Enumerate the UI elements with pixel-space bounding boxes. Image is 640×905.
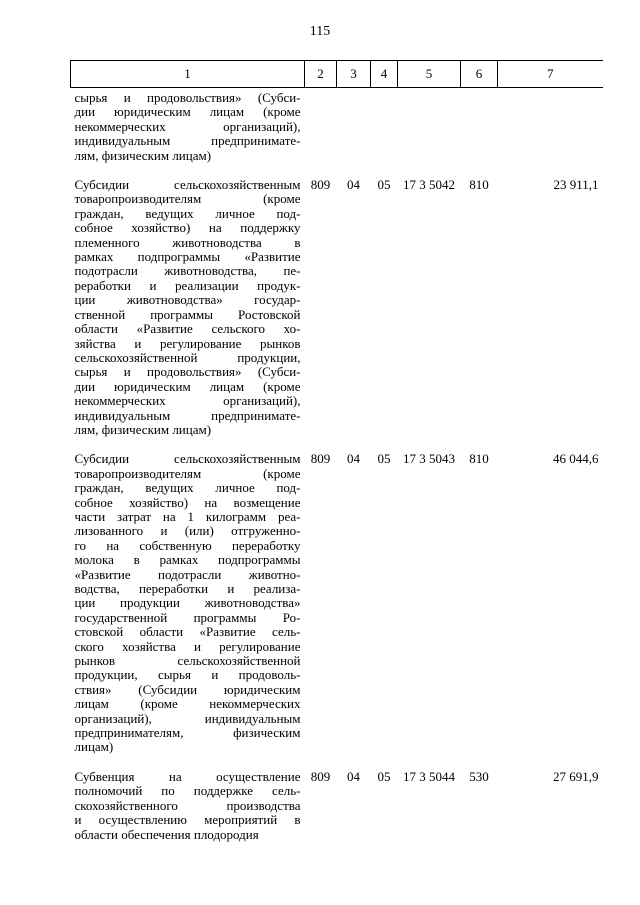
description-line: Субсидии сельскохозяйственным [74, 451, 301, 467]
description-line: рынков сельскохозяйственной [74, 653, 301, 669]
description-line: зяйства и регулирование рынков [74, 335, 301, 351]
expense-type-cell [461, 88, 498, 176]
subsection-code-cell [371, 88, 398, 176]
description-line: некоммерческих организаций), [74, 118, 301, 134]
description-line: сырья и продовольствия» (Субси- [74, 364, 301, 380]
table-row [71, 175, 603, 449]
description-line: предпринимателям, физическим [74, 725, 301, 741]
description-line: некоммерческих организаций), [74, 393, 301, 409]
target-article-cell [398, 88, 461, 176]
ministry-code-cell: 809 [310, 451, 331, 467]
description-line: ции животноводства» государ- [74, 292, 301, 308]
target-article-cell: 17 3 5043 [403, 451, 455, 467]
amount-cell [498, 88, 603, 176]
description-line: водства, переработки и реализа- [74, 581, 301, 596]
section-code-cell [337, 88, 371, 176]
description-line: лицам) [74, 739, 114, 755]
ministry-code-cell [305, 88, 337, 176]
section-code-cell: 04 [347, 768, 360, 784]
section-code-cell: 04 [347, 451, 360, 467]
budget-table [70, 60, 603, 854]
target-article-cell: 17 3 5044 [403, 768, 455, 784]
description-line: граждан, ведущих личное под- [74, 480, 301, 496]
row-description [71, 449, 305, 767]
description-line: ствия» (Субсидии юридическим [74, 681, 301, 697]
description-line: го на собственную переработку [74, 537, 301, 553]
table-body [71, 88, 603, 854]
description-line: части затрат на 1 килограмм реа- [74, 508, 301, 524]
description-line: реработки и реализации продук- [74, 277, 301, 293]
description-line: рамках подпрограммы «Развитие [74, 249, 301, 265]
ministry-code-cell: 809 [310, 177, 331, 193]
column-header: 7 [498, 61, 603, 88]
section-code-cell: 04 [347, 177, 360, 193]
ministry-code-cell: 809 [310, 768, 331, 784]
description-line: Субвенция на осуществление [74, 768, 301, 784]
description-line: скохозяйственного производства [74, 797, 301, 813]
description-line: сырья и продовольствия» (Субси- [74, 90, 301, 105]
description-line: собное хозяйство) на поддержку [74, 220, 301, 236]
amount-cell: 23 911,1 [553, 177, 599, 193]
page-number: 115 [309, 24, 331, 39]
description-line: лям, физическим лицам) [74, 421, 212, 437]
table-row [71, 767, 603, 854]
column-header: 5 [398, 61, 461, 88]
description-line: полномочий по поддержке сель- [74, 783, 301, 799]
description-line: стовской области «Развитие сель- [74, 624, 301, 640]
column-header: 6 [461, 61, 498, 88]
table-row [71, 88, 603, 176]
description-line: товаропроизводителям (кроме [74, 465, 301, 481]
description-line: граждан, ведущих личное под- [74, 205, 301, 221]
description-line: лицам (кроме некоммерческих [74, 696, 301, 712]
description-line: продукции, сырья и продоволь- [74, 667, 301, 683]
amount-cell: 46 044,6 [553, 451, 599, 467]
description-line: молока в рамках подпрограммы [74, 552, 301, 568]
row-description [71, 175, 305, 449]
row-description [71, 767, 305, 854]
column-header: 4 [371, 61, 398, 88]
subsection-code-cell: 05 [377, 768, 391, 784]
description-line: собное хозяйство) на возмещение [74, 494, 301, 510]
description-line: ственной программы Ростовской [74, 306, 301, 322]
description-line: ции продукции животноводства» [74, 595, 301, 611]
description-line: области «Развитие сельского хо- [74, 321, 301, 337]
description-line: «Развитие подотрасли животно- [74, 566, 301, 582]
subsection-code-cell: 05 [377, 451, 391, 467]
description-line: и осуществлению мероприятий в [74, 812, 301, 828]
description-line: сельскохозяйственной продукции, [74, 349, 301, 365]
column-header: 3 [337, 61, 371, 88]
description-line: племенного животноводства в [74, 234, 301, 250]
description-line: государственной программы Ро- [74, 609, 301, 625]
expense-type-cell: 810 [469, 177, 489, 193]
description-line: подотрасли животноводства, пе- [74, 263, 301, 279]
description-line: индивидуальным предпринимате- [74, 407, 301, 423]
expense-type-cell: 810 [469, 451, 489, 467]
table-header-row [71, 61, 603, 88]
description-line: лизованного и (или) отгруженно- [74, 523, 301, 539]
description-line: товаропроизводителям (кроме [74, 191, 301, 207]
column-header: 2 [305, 61, 337, 88]
description-line: Субсидии сельскохозяйственным [74, 177, 301, 193]
description-line: организаций), индивидуальным [74, 710, 301, 726]
subsection-code-cell: 05 [377, 177, 391, 193]
target-article-cell: 17 3 5042 [403, 177, 455, 193]
table-row [71, 449, 603, 767]
column-header: 1 [71, 61, 305, 88]
description-line: дии юридическим лицам (кроме [74, 104, 301, 120]
row-description [71, 88, 305, 176]
amount-cell: 27 691,9 [553, 768, 599, 784]
description-line: ского хозяйства и регулирование [74, 638, 301, 654]
expense-type-cell: 530 [469, 768, 489, 784]
description-line: лям, физическим лицам) [74, 147, 212, 163]
description-line: дии юридическим лицам (кроме [74, 378, 301, 394]
description-line: области обеспечения плодородия [74, 826, 259, 842]
description-line: индивидуальным предпринимате- [74, 133, 301, 149]
